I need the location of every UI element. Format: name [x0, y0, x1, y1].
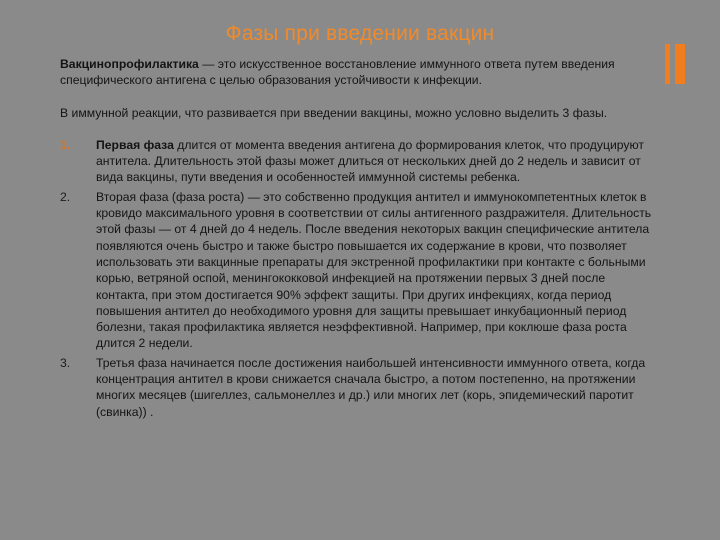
- list-number: 2.: [60, 189, 71, 204]
- intro-definition: — это искусственное восстановление иммунного ответа путем введения специфического антигена с целью образования устойчивости к инфекции.: [60, 57, 615, 88]
- intro-term: Вакцинопрофилактика: [60, 57, 199, 71]
- list-item-phase-3: [60, 355, 660, 420]
- list-item-phase-2: [60, 189, 660, 352]
- list-item-phase-1: [60, 137, 660, 186]
- slide-title: Фазы при введении вакцин: [225, 22, 495, 45]
- phases-list: [60, 137, 660, 420]
- phase-2-text: Вторая фаза (фаза роста) — это собственно продукция антител и иммунокомпетентных клеток в кровидо максимального уровня в соответствии от силы антигенного раздражителя. Длительность этой фазы — от 4 дней до 4 недель. После введения некоторых вакцин специфические антитела появляются очень быстро и также быстро повышается их содержание в крови, что позволяет использовать эти вакцинные препараты для экстренной профилактики при контакте с больными корью, ветряной оспой, менингококковой инфекцией на протяжении первых 3 дней после контакта, при этом достигается 90% эффект защиты. При других инфекциях, когда период повышения антител до необходимого уровня для защиты превышает инкубационный период болезни, такая профилактика является неэффективной. Например, при коклюше фаза роста длится 2 недели.: [96, 189, 652, 351]
- list-item-text: [96, 189, 660, 352]
- accent-bar-thin: [665, 44, 670, 84]
- intro-paragraph: [60, 56, 660, 89]
- phase-1-lead: Первая фаза: [96, 137, 174, 152]
- phase-3-text: Третья фаза начинается после достижения наибольшей интенсивности иммунного ответа, когда концентрация антител в крови снижается сначала быстро, а потом постепенно, на протяжении многих месяцев (шигеллез, сальмонеллез и др.) или многих лет (корь, эпидемический паротит (свинка)) .: [96, 355, 646, 419]
- phases-intro-paragraph: В иммунной реакции, что развивается при введении вакцины, можно условно выделить 3 фазы.: [60, 105, 608, 120]
- list-item-text: [96, 137, 660, 186]
- list-number: 1.: [60, 137, 71, 152]
- accent-bar-thick: [675, 44, 685, 84]
- list-number: 3.: [60, 355, 71, 370]
- phase-1-text: длится от момента введения антигена до формирования клеток, что продуцируют антитела. Длительность этой фазы может длиться от нескольких дней до 2 недель и зависит от вида вакцины, пути введения и особенностей иммунной системы ребенка.: [96, 137, 644, 185]
- slide-content: [60, 56, 660, 423]
- list-item-text: [96, 355, 660, 420]
